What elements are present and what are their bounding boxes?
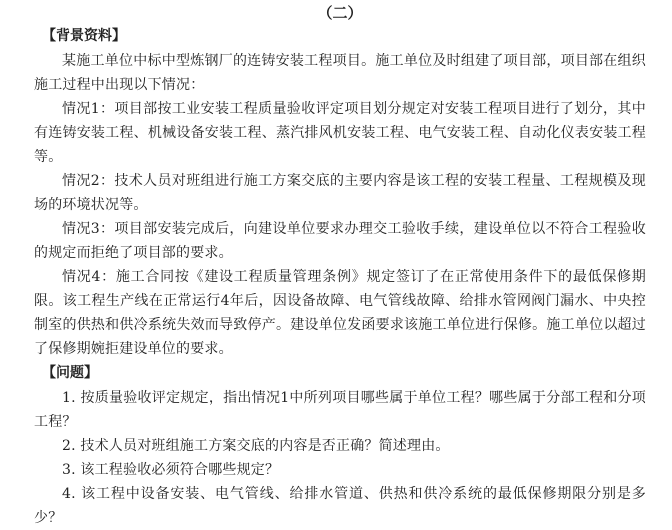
question-3: 3. 该工程验收必须符合哪些规定？ (62, 462, 280, 478)
question-4: 4. 该工程中设备安装、电气管线、给排水管道、供热和供冷系统的最低保修期限分别是多少？ (34, 486, 646, 526)
situation-4-paragraph: 情况4：施工合同按《建设工程质量管理条例》规定签订了在正常使用条件下的最低保修期限。该工程生产线在正常运行4年后，因设备故障、电气管线故障、给排水管网阀门漏水、中央控制室的供热和供冷系统失效而导致停产。建设单位发函要求该施工单位进行保修。施工单位以超过了保修期婉拒建设单位的要求。 (34, 269, 646, 357)
question-1: 1. 按质量验收评定规定，指出情况1中所列项目哪些属于单位工程？哪些属于分部工程和分项工程？ (34, 390, 646, 430)
section-title: （二） (317, 4, 363, 22)
background-intro-paragraph: 某施工单位中标中型炼钢厂的连铸安装工程项目。施工单位及时组建了项目部，项目部在组织施工过程中出现以下情况： (34, 53, 646, 93)
background-heading: 【背景资料】 (42, 28, 126, 44)
situation-3-paragraph: 情况3：项目部安装完成后，向建设单位要求办理交工验收手续，建设单位以不符合工程验收的规定而拒绝了项目部的要求。 (34, 221, 646, 261)
question-2: 2. 技术人员对班组施工方案交底的内容是否正确？简述理由。 (62, 438, 450, 454)
situation-2-paragraph: 情况2：技术人员对班组进行施工方案交底的主要内容是该工程的安装工程量、工程规模及现场的环境状况等。 (34, 173, 646, 213)
question-heading: 【问题】 (42, 365, 98, 381)
situation-1-paragraph: 情况1：项目部按工业安装工程质量验收评定项目划分规定对安装工程项目进行了划分，其中有连铸安装工程、机械设备安装工程、蒸汽排风机安装工程、电气安装工程、自动化仪表安装工程等。 (34, 101, 646, 165)
